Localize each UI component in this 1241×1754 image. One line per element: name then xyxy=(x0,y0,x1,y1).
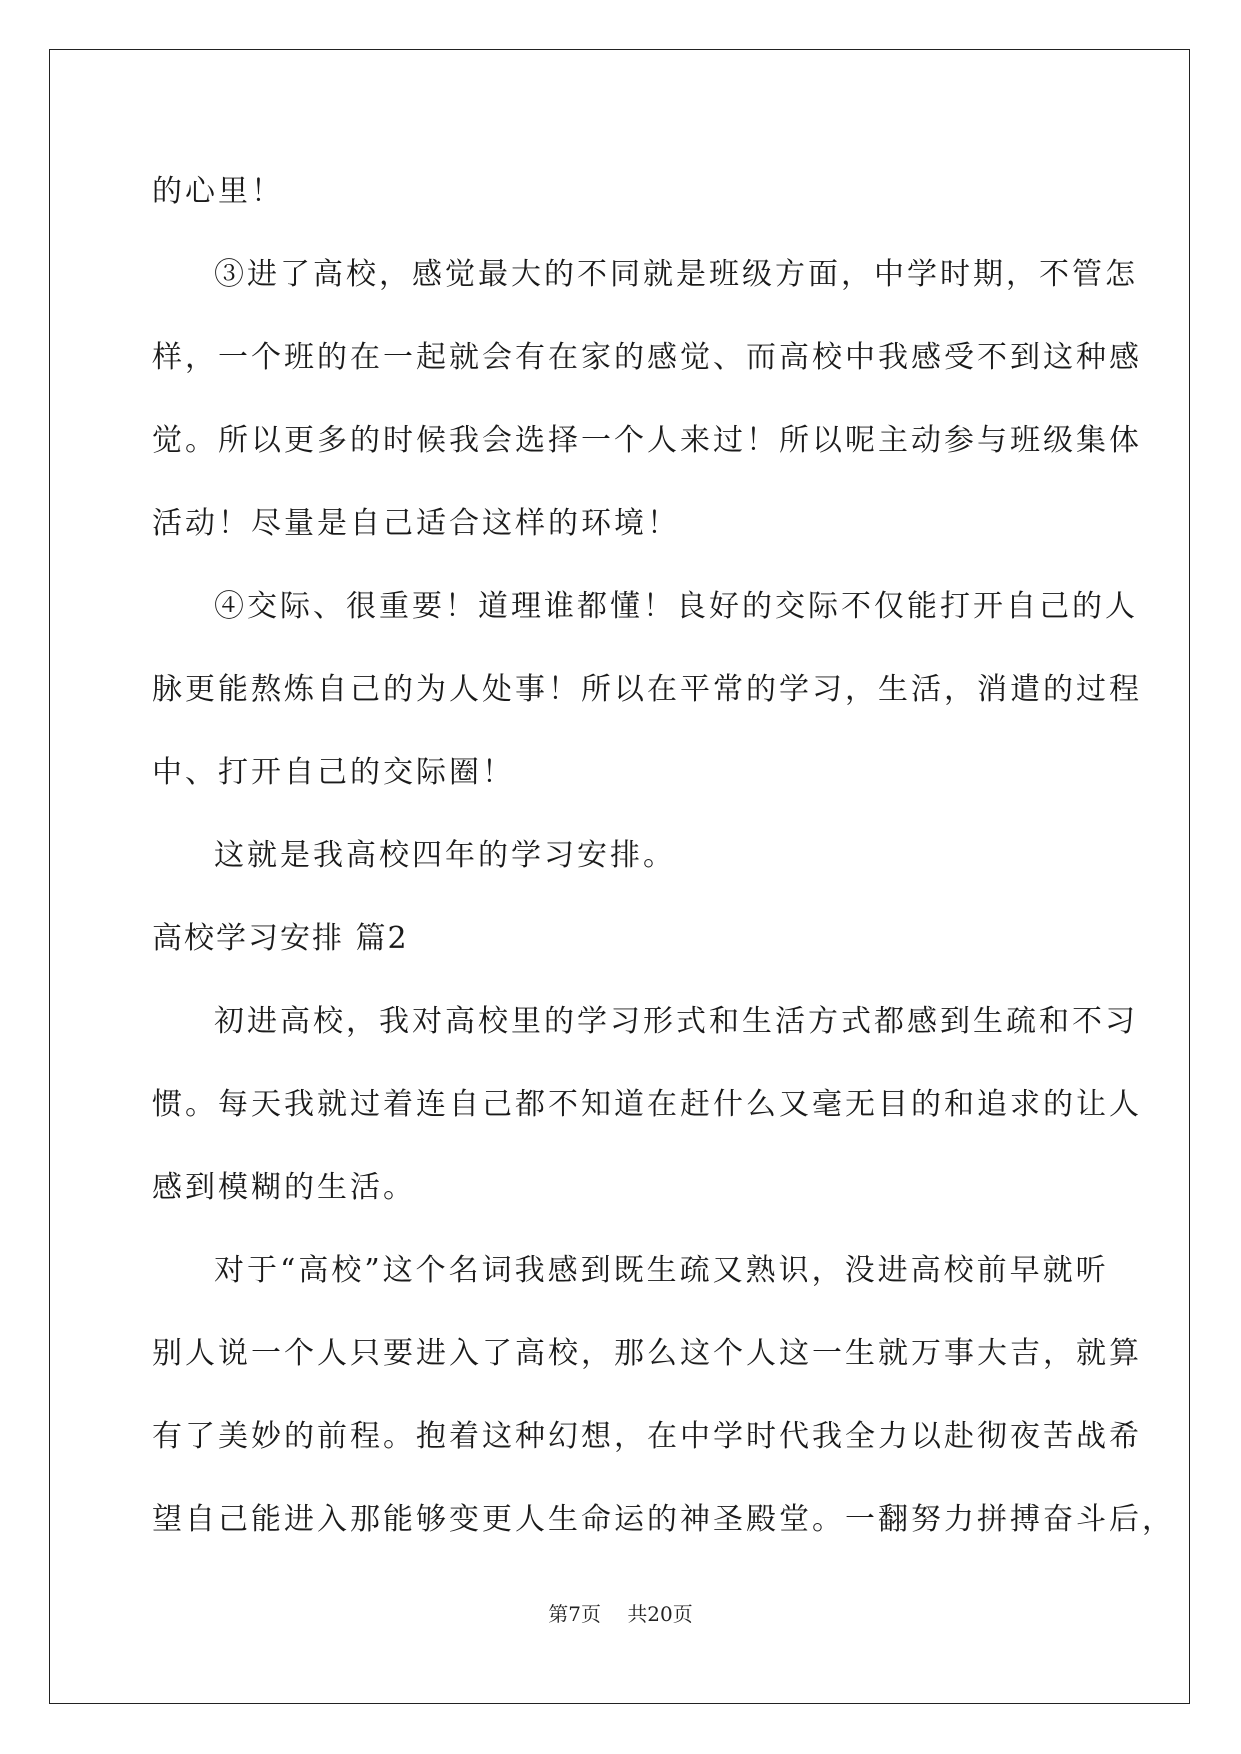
page-total: 共20页 xyxy=(627,1602,693,1626)
text-line: 初进高校，我对高校里的学习形式和生活方式都感到生疏和不习 xyxy=(214,1004,1138,1039)
text-line: 感到模糊的生活。 xyxy=(152,1170,416,1205)
text-line: 有了美妙的前程。抱着这种幻想，在中学时代我全力以赴彻夜苦战希 xyxy=(152,1419,1142,1454)
text-line: 觉。所以更多的时候我会选择一个人来过！所以呢主动参与班级集体 xyxy=(152,423,1142,458)
page-number: 第7页 xyxy=(548,1602,601,1626)
text-line: 样，一个班的在一起就会有在家的感觉、而高校中我感受不到这种感 xyxy=(152,340,1142,375)
page-footer xyxy=(0,1598,1241,1627)
text-line: 活动！尽量是自己适合这样的环境！ xyxy=(152,506,680,541)
text-line: 别人说一个人只要进入了高校，那么这个人这一生就万事大吉，就算 xyxy=(152,1336,1142,1371)
text-line: ③进了高校，感觉最大的不同就是班级方面，中学时期，不管怎 xyxy=(214,257,1138,292)
text-line: 的心里！ xyxy=(152,174,284,209)
text-line: ④交际、很重要！道理谁都懂！良好的交际不仅能打开自己的人 xyxy=(214,589,1138,624)
document-body xyxy=(152,150,1175,1561)
text-line: 望自己能进入那能够变更人生命运的神圣殿堂。一翻努力拼搏奋斗后， xyxy=(152,1502,1175,1537)
text-line: 脉更能熬炼自己的为人处事！所以在平常的学习，生活，消遣的过程 xyxy=(152,672,1142,707)
text-line: 这就是我高校四年的学习安排。 xyxy=(214,838,676,873)
text-line: 惯。每天我就过着连自己都不知道在赶什么又毫无目的和追求的让人 xyxy=(152,1087,1142,1122)
text-line: 对于“高校”这个名词我感到既生疏又熟识，没进高校前早就听 xyxy=(214,1253,1109,1288)
section-heading: 高校学习安排 篇2 xyxy=(152,921,409,956)
text-line: 中、打开自己的交际圈！ xyxy=(152,755,515,790)
